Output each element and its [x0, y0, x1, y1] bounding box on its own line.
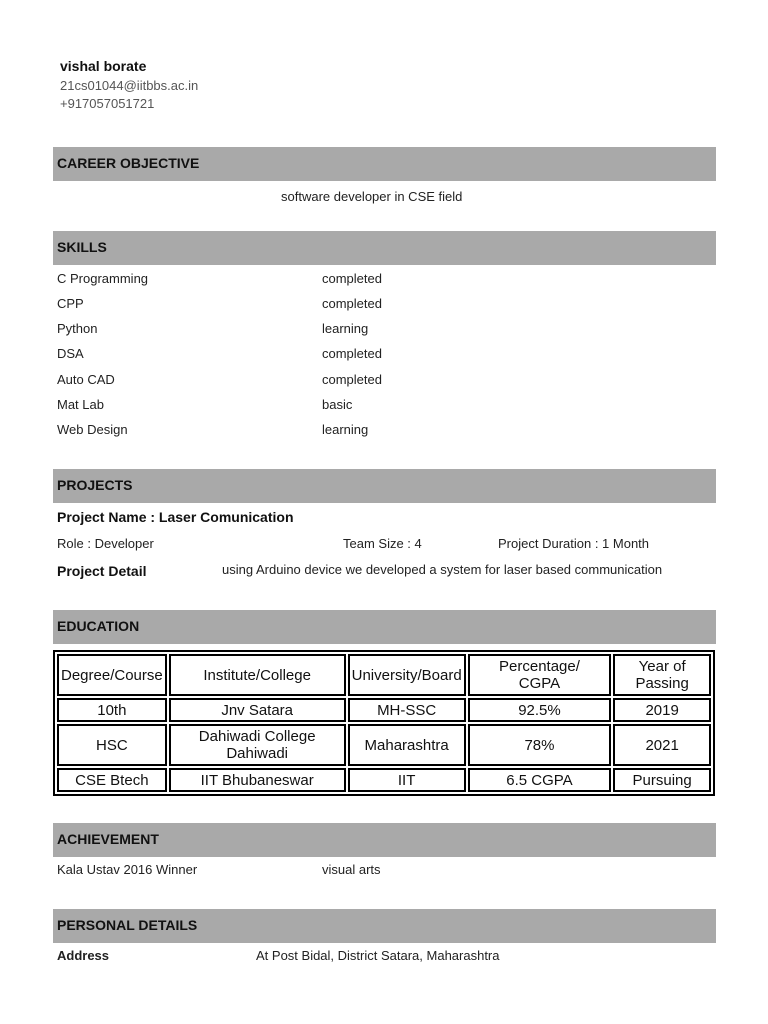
skills-heading-bar — [53, 231, 716, 265]
project-duration: Project Duration : 1 Month — [498, 536, 650, 551]
address-label: Address — [57, 948, 110, 963]
table-row — [57, 698, 711, 722]
project-team-size: Team Size : 4 — [343, 536, 422, 551]
achievement-title: Kala Ustav 2016 Winner — [57, 862, 198, 877]
column-header: Percentage/ CGPA — [468, 654, 612, 696]
skill-name: CPP — [57, 296, 84, 311]
table-cell: 10th — [57, 698, 167, 722]
skill-name: Python — [57, 321, 98, 336]
table-row — [57, 724, 711, 766]
career-objective-heading-bar — [53, 147, 716, 181]
column-header: Year of Passing — [613, 654, 711, 696]
table-cell: 92.5% — [468, 698, 612, 722]
skill-status: basic — [322, 397, 353, 412]
skill-status: completed — [322, 271, 382, 286]
project-name: Project Name : Laser Comunication — [57, 509, 294, 525]
table-cell: Dahiwadi College Dahiwadi — [169, 724, 346, 766]
skill-status: completed — [322, 372, 382, 387]
section-heading: CAREER OBJECTIVE — [57, 155, 200, 171]
skill-status: learning — [322, 321, 369, 336]
candidate-name: vishal borate — [60, 58, 147, 74]
skill-status: learning — [322, 422, 369, 437]
project-detail-label: Project Detail — [57, 563, 147, 579]
column-header: Degree/Course — [57, 654, 167, 696]
section-heading: EDUCATION — [57, 618, 140, 634]
education-table — [53, 650, 715, 796]
project-detail-text: using Arduino device we developed a system for laser based communication — [222, 562, 663, 577]
achievement-category: visual arts — [322, 862, 381, 877]
skill-name: Auto CAD — [57, 372, 115, 387]
skill-status: completed — [322, 346, 382, 361]
table-cell: 6.5 CGPA — [468, 768, 612, 792]
section-heading: PERSONAL DETAILS — [57, 917, 198, 933]
section-heading: PROJECTS — [57, 477, 133, 493]
section-heading: ACHIEVEMENT — [57, 831, 159, 847]
table-row — [57, 768, 711, 792]
table-cell: 2021 — [613, 724, 711, 766]
skill-status: completed — [322, 296, 382, 311]
table-cell: Maharashtra — [348, 724, 466, 766]
table-cell: Jnv Satara — [169, 698, 346, 722]
table-cell: IIT — [348, 768, 466, 792]
table-cell: CSE Btech — [57, 768, 167, 792]
table-cell: HSC — [57, 724, 167, 766]
table-cell: IIT Bhubaneswar — [169, 768, 346, 792]
phone: +917057051721 — [60, 96, 155, 111]
address-value: At Post Bidal, District Satara, Maharashtra — [256, 948, 500, 963]
email: 21cs01044@iitbbs.ac.in — [60, 78, 199, 93]
education-heading-bar — [53, 610, 716, 644]
skill-name: Web Design — [57, 422, 128, 437]
column-header: Institute/College — [169, 654, 346, 696]
skill-name: DSA — [57, 346, 84, 361]
table-header-row — [57, 654, 711, 696]
table-cell: Pursuing — [613, 768, 711, 792]
skill-name: Mat Lab — [57, 397, 104, 412]
achievement-heading-bar — [53, 823, 716, 857]
column-header: University/Board — [348, 654, 466, 696]
project-role: Role : Developer — [57, 536, 154, 551]
projects-heading-bar — [53, 469, 716, 503]
personal-details-heading-bar — [53, 909, 716, 943]
table-cell: 78% — [468, 724, 612, 766]
career-objective-text: software developer in CSE field — [281, 189, 463, 204]
section-heading: SKILLS — [57, 239, 107, 255]
table-cell: 2019 — [613, 698, 711, 722]
table-cell: MH-SSC — [348, 698, 466, 722]
skill-name: C Programming — [57, 271, 149, 286]
